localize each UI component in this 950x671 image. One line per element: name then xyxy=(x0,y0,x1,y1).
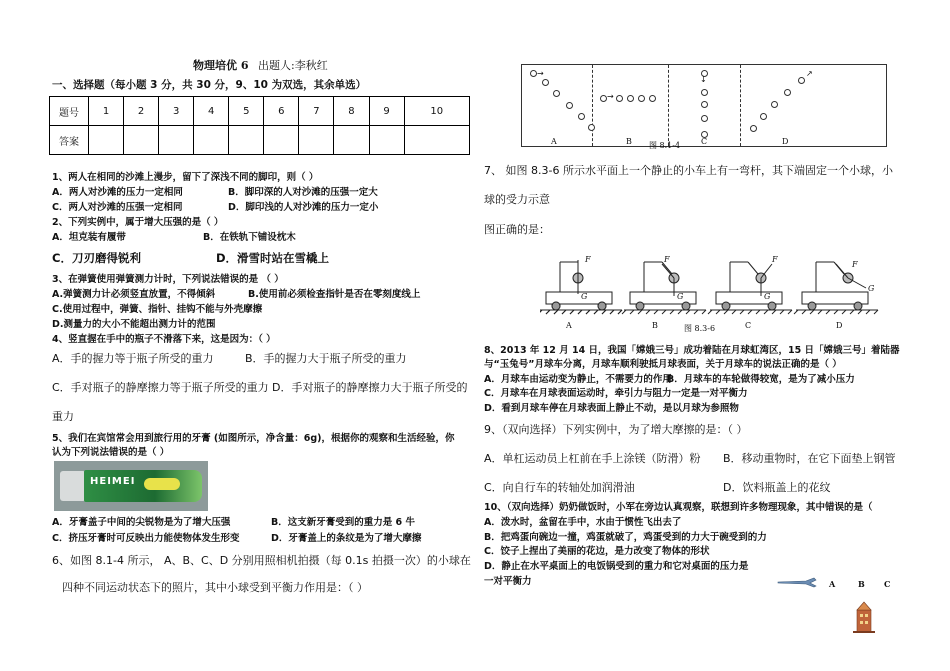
q4-option-d-continued: 重力 xyxy=(52,410,74,423)
figure-8-1-4 xyxy=(521,64,887,147)
force-label: F xyxy=(664,255,670,264)
force-label: G xyxy=(868,284,875,293)
q8-option-c: C．月球车在月球表面运动时，牵引力与阻力一定是一对平衡力 xyxy=(484,388,748,399)
q10-option-d: D．静止在水平桌面上的电饭锅受到的重力和它对桌面的压力是 xyxy=(484,561,749,572)
force-label: G xyxy=(677,292,684,301)
answer-table-number: 8 xyxy=(334,97,369,126)
question-6-continued: 四种不同运动状态下的照片，其中小球受到平衡力作用是：（ ） xyxy=(62,581,368,594)
q10-option-c: C．饺子上捏出了美丽的花边，是力改变了物体的形状 xyxy=(484,546,710,557)
corner-label-a: A xyxy=(829,579,836,589)
q5-option-d: D．牙膏盖上的条纹是为了增大摩擦 xyxy=(271,533,422,544)
q8-option-b: B．月球车的车轮做得较宽，是为了减小压力 xyxy=(667,374,855,385)
answer-cell[interactable] xyxy=(369,126,404,155)
corner-label-b: B xyxy=(858,579,865,589)
fig1-label-a: A xyxy=(551,137,557,146)
answer-table-number: 7 xyxy=(299,97,334,126)
question-7-continued-2: 图正确的是： xyxy=(484,223,550,236)
q3-option-d: D.测量力的大小不能超出测力计的范围 xyxy=(52,319,216,330)
arrow-down-icon: ↓ xyxy=(700,75,707,84)
q1-option-a: A．两人对沙滩的压力一定相同 xyxy=(52,187,183,198)
q4-option-a: A．手的握力等于瓶子所受的重力 xyxy=(52,352,214,365)
q9-option-d: D．饮料瓶盖上的花纹 xyxy=(723,481,831,494)
author-line: 出题人:李秋红 xyxy=(257,59,328,72)
q4-option-d: D．手对瓶子的静摩擦力大于瓶子所受的 xyxy=(272,381,468,394)
answer-cell[interactable] xyxy=(124,126,159,155)
fig1-label-d: D xyxy=(782,137,789,146)
answer-table-number: 1 xyxy=(89,97,124,126)
worksheet-title: 物理培优 6 xyxy=(193,59,249,72)
q2-option-b: B．在铁轨下铺设枕木 xyxy=(203,232,296,243)
q9-option-a: A．单杠运动员上杠前在手上涂镁（防滑）粉 xyxy=(484,452,701,465)
answer-cell[interactable] xyxy=(159,126,194,155)
fig2-caption: 图 8.3-6 xyxy=(684,324,716,333)
answer-table-row-label: 题号 xyxy=(50,97,89,126)
page-title xyxy=(193,57,328,73)
q9-option-c: C．向自行车的转轴处加润滑油 xyxy=(484,481,635,494)
q10-option-a: A．泼水时，盆留在手中，水由于惯性飞出去了 xyxy=(484,517,682,528)
q8-option-a: A．月球车由运动变为静止，不需要力的作用 xyxy=(484,374,672,385)
answer-table-number: 9 xyxy=(369,97,404,126)
q3-option-a: A.弹簧测力计必须竖直放置，不得倾斜 xyxy=(52,289,216,300)
building-icon xyxy=(851,600,877,634)
answer-table-answer-row xyxy=(50,126,470,155)
answer-table-number: 3 xyxy=(159,97,194,126)
q10-option-d-continued: 一对平衡力 xyxy=(484,576,532,587)
answer-cell[interactable] xyxy=(299,126,334,155)
question-9: 9、（双向选择）下列实例中，为了增大摩擦的是：（ ） xyxy=(484,423,748,436)
answer-cell[interactable] xyxy=(89,126,124,155)
answer-table-row-label: 答案 xyxy=(50,126,89,155)
q5-option-a: A．牙膏盖子中间的尖锐物是为了增大压强 xyxy=(52,517,231,528)
question-5-continued: 认为下列说法错误的是（ ） xyxy=(52,447,170,458)
q8-option-d: D．看到月球车停在月球表面上静止不动，是以月球为参照物 xyxy=(484,403,739,414)
question-8-continued: 与“玉兔号”月球车分离，月球车顺利驶抵月球表面，关于月球车的说法正确的是（ ） xyxy=(484,359,842,370)
question-6: 6、如图 8.1-4 所示， A、B、C、D 分别用照相机拍摄（每 0.1s 拍摄一次）的小球在 xyxy=(52,554,471,567)
question-7-continued: 球的受力示意 xyxy=(484,193,550,206)
force-label: G xyxy=(581,292,588,301)
fig1-label-c: C xyxy=(701,137,708,146)
answer-table-number: 5 xyxy=(229,97,264,126)
fig2-label-b: B xyxy=(652,321,658,330)
q4-option-b: B．手的握力大于瓶子所受的重力 xyxy=(245,352,407,365)
answer-table-number: 2 xyxy=(124,97,159,126)
answer-table-number-row xyxy=(50,97,470,126)
arrow-icon: → xyxy=(537,69,544,78)
question-3: 3、在弹簧使用弹簧测力计时，下列说法错误的是 （ ） xyxy=(52,274,284,285)
corner-label-c: C xyxy=(884,579,891,589)
q10-option-b: B．把鸡蛋向碗边一撞，鸡蛋就破了，鸡蛋受到的力大于碗受到的力 xyxy=(484,532,767,543)
answer-cell[interactable] xyxy=(194,126,229,155)
question-7: 7、 如图 8.3-6 所示水平面上一个静止的小车上有一弯杆，其下端固定一个小球，小 xyxy=(484,164,893,177)
fig1-label-b: B xyxy=(626,137,632,146)
q1-option-b: B．脚印深的人对沙滩的压强一定大 xyxy=(228,187,378,198)
q1-option-d: D．脚印浅的人对沙滩的压力一定小 xyxy=(228,202,379,213)
answer-cell[interactable] xyxy=(334,126,369,155)
fig2-label-d: D xyxy=(836,321,843,330)
q2-option-c: C．刀刃磨得锐利 xyxy=(52,251,141,265)
force-label: F xyxy=(772,255,778,264)
answer-cell[interactable] xyxy=(404,126,469,155)
toothpaste-image xyxy=(54,461,208,511)
question-10: 10、（双向选择）奶奶做饭时，小军在旁边认真观察，联想到许多物理现象，其中错误的是（ xyxy=(484,502,873,513)
q3-option-b: B.使用前必须检查指针是否在零刻度线上 xyxy=(248,289,421,300)
q1-option-c: C．两人对沙滩的压强一定相同 xyxy=(52,202,183,213)
fig2-label-c: C xyxy=(745,321,752,330)
q3-option-c: C.使用过程中，弹簧、指针、挂钩不能与外壳摩擦 xyxy=(52,304,263,315)
question-5: 5、我们在宾馆常会用到旅行用的牙膏 (如图所示，净含量：6g)，根据你的观察和生活经验，你 xyxy=(52,433,455,444)
q4-option-c: C．手对瓶子的静摩擦力等于瓶子所受的重力 xyxy=(52,381,269,394)
arrow-icon: ↗ xyxy=(806,69,813,78)
airplane-icon xyxy=(776,575,818,589)
question-8: 8、2013 年 12 月 14 日，我国「嫦娥三号」成功着陆在月球虹湾区，15 日「嫦娥三号」着陆器 xyxy=(484,345,900,356)
toothpaste-tube xyxy=(84,470,202,502)
answer-table xyxy=(49,96,470,155)
toothpaste-brand: HEIMEI xyxy=(90,476,136,487)
answer-table-number: 6 xyxy=(264,97,299,126)
toothpaste-label xyxy=(144,478,180,490)
force-label: F xyxy=(852,260,858,269)
q2-option-a: A．坦克装有履带 xyxy=(52,232,126,243)
q2-option-d: D．滑雪时站在雪橇上 xyxy=(216,251,330,265)
question-1: 1、两人在相同的沙滩上漫步，留下了深浅不同的脚印，则（ ） xyxy=(52,172,319,183)
section-heading: 一、选择题（每小题 3 分，共 30 分，9、10 为双选，其余单选） xyxy=(52,79,367,91)
answer-cell[interactable] xyxy=(264,126,299,155)
toothpaste-cap xyxy=(60,471,86,501)
answer-table-number: 10 xyxy=(404,97,469,126)
q5-option-c: C．挤压牙膏时可反映出力能使物体发生形变 xyxy=(52,533,240,544)
question-2: 2、下列实例中，属于增大压强的是（ ） xyxy=(52,217,224,228)
question-4: 4、竖直握在手中的瓶子不滑落下来，这是因为：（ ） xyxy=(52,334,276,345)
answer-cell[interactable] xyxy=(229,126,264,155)
force-label: F xyxy=(585,255,591,264)
q9-option-b: B．移动重物时，在它下面垫上钢管 xyxy=(723,452,896,465)
q5-option-b: B．这支新牙膏受到的重力是 6 牛 xyxy=(271,517,415,528)
force-label: G xyxy=(764,292,771,301)
arrow-icon: → xyxy=(607,92,614,101)
answer-table-number: 4 xyxy=(194,97,229,126)
fig1-caption: 图 8.1-4 xyxy=(649,141,681,150)
fig2-label-a: A xyxy=(566,321,572,330)
